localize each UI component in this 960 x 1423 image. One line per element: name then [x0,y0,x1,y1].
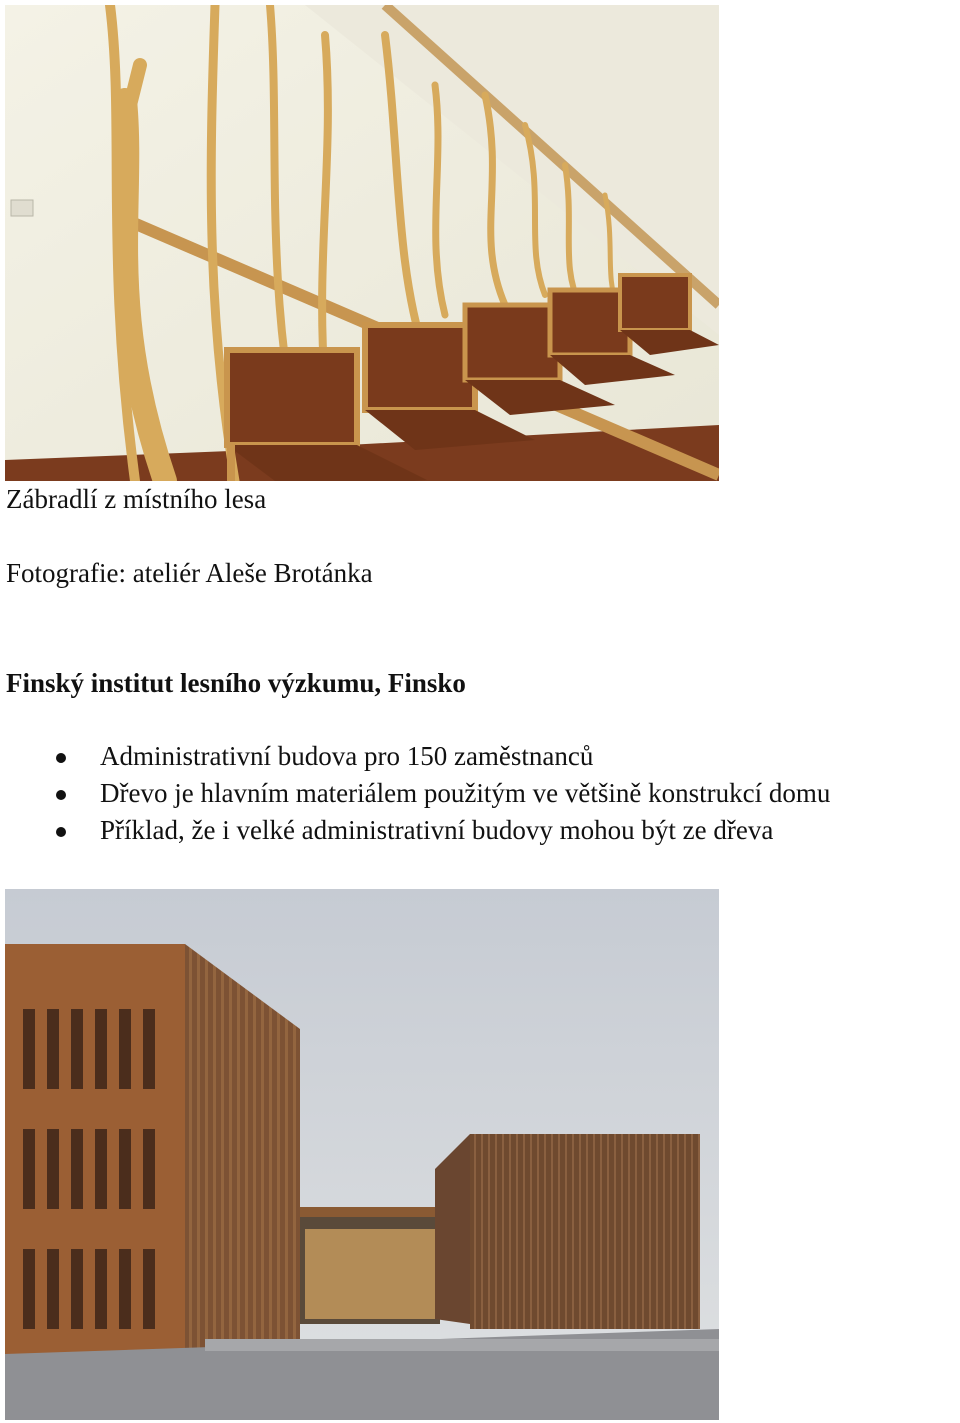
building-photo [5,889,719,1420]
railing-photo [5,5,719,481]
photo-credit: Fotografie: ateliér Aleše Brotánka [6,558,373,588]
bullet-icon [56,827,66,837]
list-item [0,740,830,777]
list-item-text: Příklad, že i velké administrativní budovy mohou být ze dřeva [100,815,774,845]
feature-list [0,740,830,851]
list-item-text: Administrativní budova pro 150 zaměstnanců [100,741,594,771]
list-item-text: Dřevo je hlavním materiálem použitým ve většině konstrukcí domu [100,778,831,808]
photo-caption-title: Zábradlí z místního lesa [6,484,267,514]
bullet-icon [56,753,66,763]
section-heading: Finský institut lesního výzkumu, Finsko [6,668,466,698]
list-item [0,814,830,851]
bullet-icon [56,790,66,800]
list-item [0,777,830,814]
